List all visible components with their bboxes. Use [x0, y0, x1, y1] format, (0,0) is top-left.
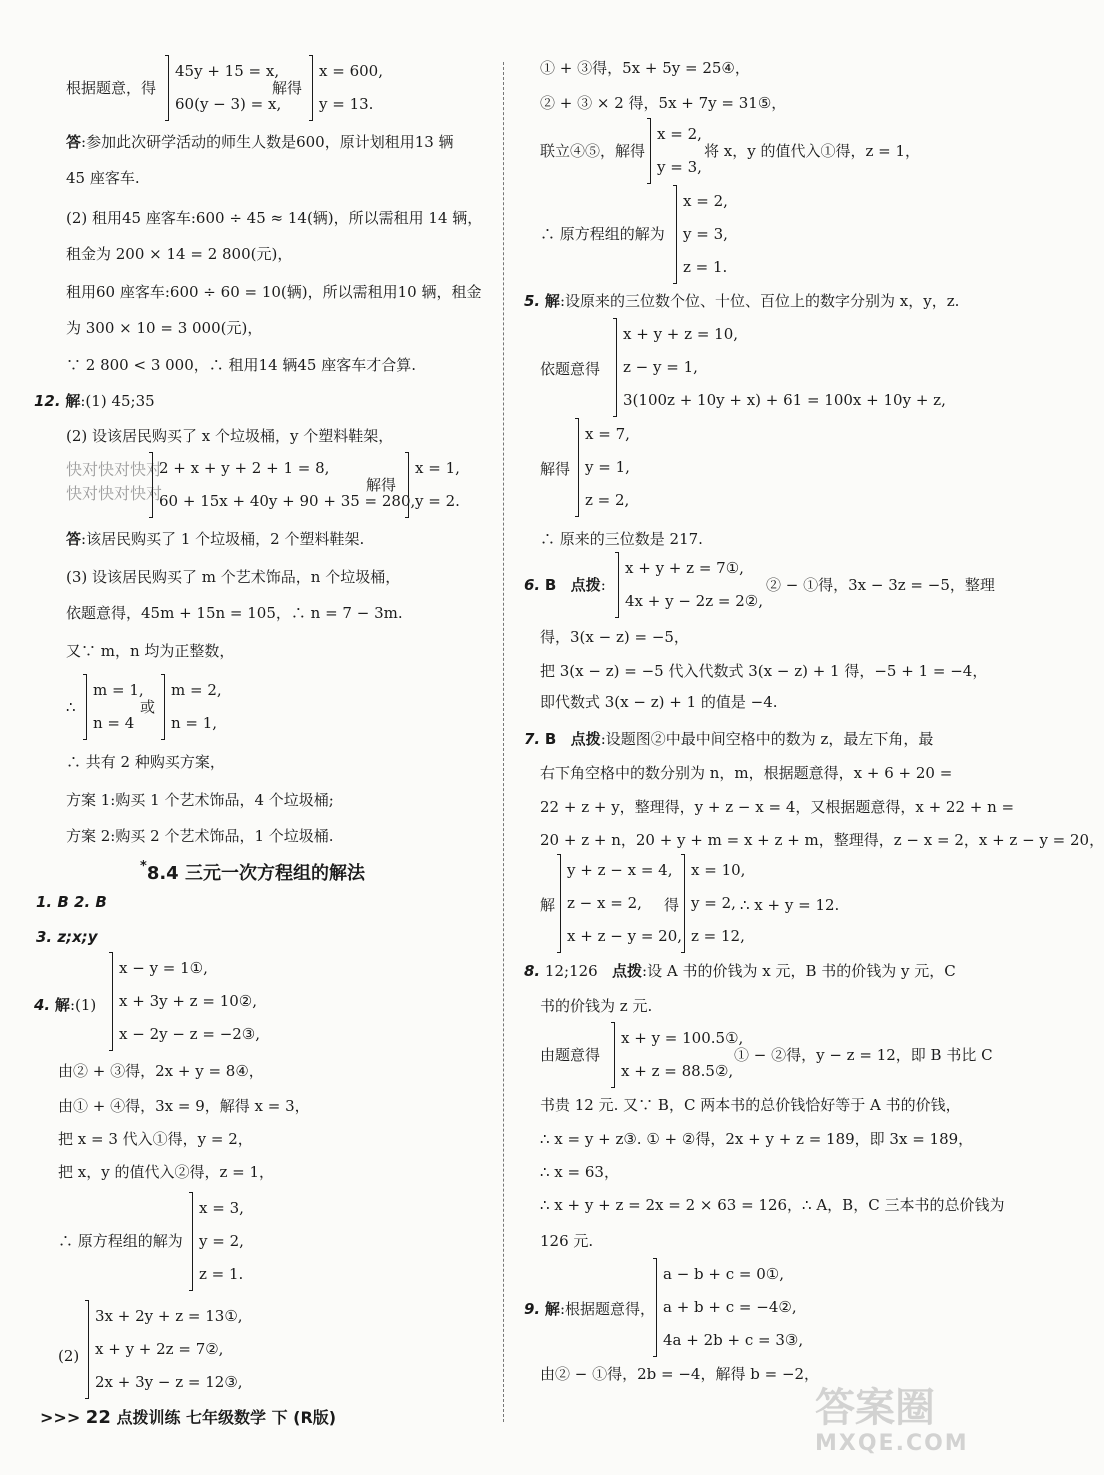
text: 由题意得	[540, 1046, 601, 1064]
solution-system-a: m = 1, n = 4	[86, 674, 144, 740]
equation-system-7: y + z − x = 4, z − x = 2, x + z − y = 20,	[560, 854, 682, 953]
solution-system-r3: x = 2, y = 3,	[650, 118, 702, 184]
text: 把 x = 3 代入①得，y = 2，	[58, 1130, 253, 1148]
text: ∴ 原来的三位数是 217.	[540, 530, 703, 548]
text: 45 座客车.	[66, 169, 140, 187]
text: 联立④⑤，解得	[540, 142, 646, 160]
answers-1-2: 1. B 2. B	[36, 893, 107, 911]
text: 依题意得，45m + 15n = 105，∴ n = 7 − 3m.	[66, 604, 403, 622]
equation-system-6: x + y + z = 7①, 4x + y − 2z = 2②,	[618, 552, 763, 618]
text: (2) 设该居民购买了 x 个垃圾桶，y 个塑料鞋架，	[66, 427, 394, 445]
solution-system-4: x = 3, y = 2, z = 1.	[192, 1192, 244, 1291]
text: 为 300 × 10 = 3 000(元)，	[66, 319, 263, 337]
text: 方案 1:购买 1 个艺术饰品，4 个垃圾桶;	[66, 791, 334, 809]
text: ∴ x + y + z = 2x = 2 × 63 = 126，∴ A，B，C 三本书的总价钱为	[540, 1196, 1005, 1214]
equation-system-1: 45y + 15 = x, 60(y − 3) = x,	[168, 55, 281, 121]
text: 方案 2:购买 2 个艺术饰品，1 个垃圾桶.	[66, 827, 334, 845]
equation-system-4: x − y = 1①, x + 3y + z = 10②, x − 2y − z = −2③,	[112, 952, 260, 1051]
handwritten-mark-1: 快对快对快对	[66, 460, 163, 479]
question-9: 9. 解:根据题意得，	[524, 1300, 655, 1318]
handwritten-mark-2: 快对快对快对	[66, 484, 163, 503]
text: ① + ③得，5x + 5y = 25④，	[540, 59, 750, 77]
text: 由① + ④得，3x = 9，解得 x = 3，	[58, 1097, 310, 1115]
text: ∴ 共有 2 种购买方案，	[66, 753, 225, 771]
text: ∴	[66, 698, 76, 716]
text: 由② − ①得，2b = −4，解得 b = −2，	[540, 1365, 820, 1383]
text: 22 + z + y，整理得，y + z − x = 4，又根据题意得，x + 22 + n =	[540, 798, 1015, 816]
text: ∵ 2 800 < 3 000，∴ 租用14 辆45 座客车才合算.	[66, 356, 417, 374]
page-footer	[40, 1405, 336, 1428]
text: 得	[664, 896, 680, 914]
equation-system-8: x + y = 100.5①, x + z = 88.5②,	[614, 1022, 743, 1088]
page-number: 22	[85, 1407, 111, 1428]
text: (2)	[58, 1347, 80, 1365]
answer-3: 3. z;x;y	[36, 928, 98, 946]
solution-system-5: x = 7, y = 1, z = 2,	[578, 418, 630, 517]
question-8: 8. 12;126 点拨:设 A 书的价钱为 x 元，B 书的价钱为 y 元，C	[524, 962, 956, 980]
text: 即代数式 3(x − z) + 1 的值是 −4.	[540, 693, 778, 711]
equation-system-5: x + y + z = 10, z − y = 1, 3(100z + 10y + x) + 61 = 100x + 10y + z,	[616, 318, 946, 417]
text: 解得	[272, 79, 303, 97]
text: 将 x，y 的值代入①得，z = 1，	[704, 142, 921, 160]
footer-arrows: >>>	[40, 1408, 81, 1427]
text: 由② + ③得，2x + y = 8④，	[58, 1062, 264, 1080]
text: 又∵ m，n 均为正整数，	[66, 642, 235, 660]
left-l1-prefix: 根据题意，得	[66, 79, 157, 97]
text: ∴ x = y + z③. ① + ②得，2x + y + z = 189，即 3x = 189，	[540, 1130, 974, 1148]
text: ① − ②得，y − z = 12，即 B 书比 C	[734, 1046, 993, 1064]
text: 20 + z + n，20 + y + m = x + z + m，整理得，z − x = 2，x + z − y = 20，	[540, 831, 1104, 849]
question-7: 7. B 点拨:设题图②中最中间空格中的数为 z，最左下角，最	[524, 730, 934, 748]
book-title: 点拨训练 七年级数学 下 (R版)	[116, 1408, 337, 1427]
answer-line-1: 答:参加此次研学活动的师生人数是600，原计划租用13 辆	[66, 133, 454, 151]
solution-system-b: m = 2, n = 1,	[164, 674, 222, 740]
text: ∴ 原方程组的解为	[540, 225, 665, 243]
solution-system-1: x = 600, y = 13.	[312, 55, 383, 121]
text	[66, 482, 126, 504]
text: ∴ x = 63，	[540, 1163, 619, 1181]
text: ② − ①得，3x − 3z = −5，整理	[766, 576, 995, 594]
text: (3) 设该居民购买了 m 个艺术饰品，n 个垃圾桶，	[66, 568, 401, 586]
text: 把 3(x − z) = −5 代入代数式 3(x − z) + 1 得，−5 + 1 = −4，	[540, 662, 988, 680]
solution-system-7: x = 10, y = 2, z = 12,	[684, 854, 745, 953]
text: ② + ③ × 2 得，5x + 7y = 31⑤，	[540, 94, 787, 112]
question-4: 4. 解:(1)	[34, 996, 97, 1014]
text: 把 x，y 的值代入②得，z = 1，	[58, 1163, 275, 1181]
question-5: 5. 解:设原来的三位数个位、十位、百位上的数字分别为 x，y，z.	[524, 292, 960, 310]
column-divider	[503, 62, 504, 1422]
text: 或	[140, 698, 156, 716]
section-heading: *8.4 三元一次方程组的解法	[140, 859, 365, 884]
solution-system-12: x = 1, y = 2.	[408, 452, 460, 518]
watermark-logo: 答案圈 MXQE.COM	[815, 1385, 969, 1456]
question-6: 6. B 点拨:	[524, 576, 606, 594]
text: 租用60 座客车:600 ÷ 60 = 10(辆)，所以需租用10 辆，租金	[66, 283, 482, 301]
text: ∴ x + y = 12.	[740, 896, 840, 914]
text: ∴ 原方程组的解为	[58, 1232, 183, 1250]
text: 得，3(x − z) = −5，	[540, 628, 689, 646]
solution-system-r4: x = 2, y = 3, z = 1.	[676, 185, 728, 284]
equation-system-12: 2 + x + y + 2 + 1 = 8, 60 + 15x + 40y + 90 + 35 = 280,	[152, 452, 415, 518]
equation-system-9: a − b + c = 0①, a + b + c = −4②, 4a + 2b + c = 3③,	[656, 1258, 803, 1357]
text: 右下角空格中的数分别为 n，m，根据题意得，x + 6 + 20 =	[540, 764, 953, 782]
text: 书贵 12 元. 又∵ B，C 两本书的总价钱恰好等于 A 书的价钱，	[540, 1096, 961, 1114]
text: 书的价钱为 z 元.	[540, 997, 653, 1015]
text: (2) 租用45 座客车:600 ÷ 45 ≈ 14(辆)，所以需租用 14 辆，	[66, 209, 483, 227]
question-12: 12. 解:(1) 45;35	[34, 392, 155, 410]
equation-system-4b: 3x + 2y + z = 13①, x + y + 2z = 7②, 2x + 3y − z = 12③,	[88, 1300, 243, 1399]
answer-line-12: 答:该居民购买了 1 个垃圾桶，2 个塑料鞋架.	[66, 530, 365, 548]
text: 依题意得	[540, 360, 601, 378]
text: 解	[540, 896, 556, 914]
text: 解得	[366, 476, 397, 494]
text: 126 元.	[540, 1232, 594, 1250]
text: 解得	[540, 460, 571, 478]
text: 租金为 200 × 14 = 2 800(元)，	[66, 245, 293, 263]
